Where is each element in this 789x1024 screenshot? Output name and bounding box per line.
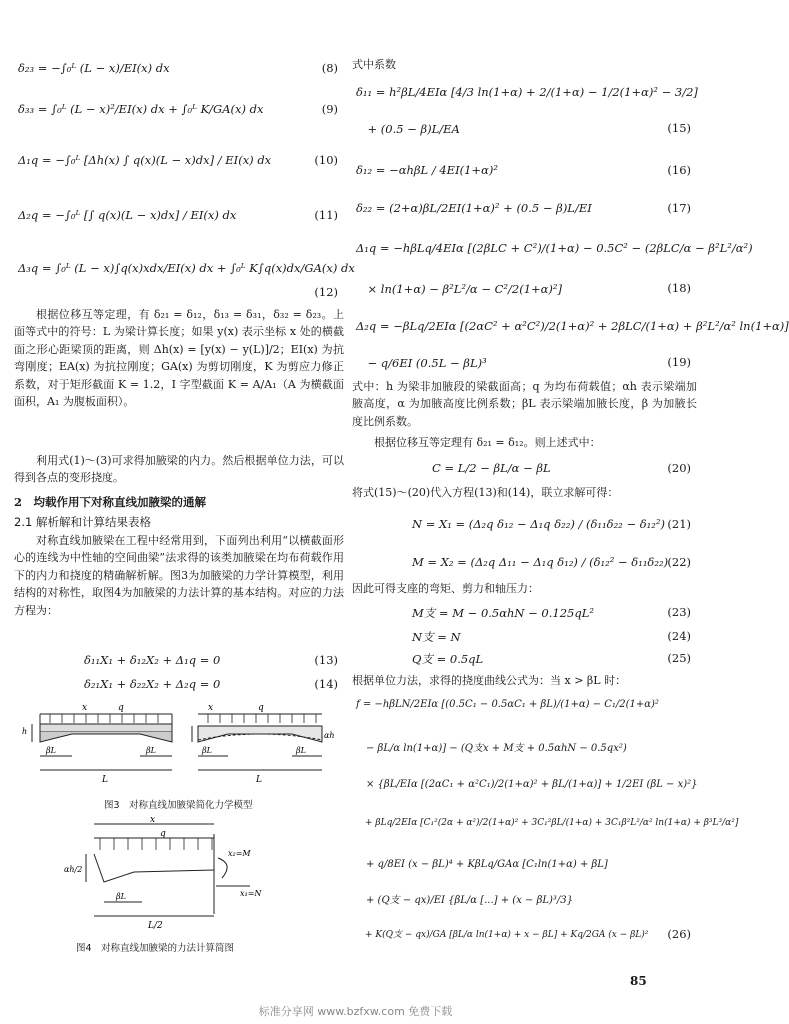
deflection-line-3: × {βL/EIα [(2αC₁ + α²C₁)/2(1+α)² + βL/(1+α)] + 1/2EI (βL − x)²} [356, 779, 698, 790]
fig3-right-label-ah: αh [324, 731, 335, 740]
paragraph-deflection: 根据单位力法，求得的挠度曲线公式为：当 x > βL 时： [352, 674, 627, 687]
fig3-label-L: L [102, 775, 108, 785]
equation-20: C = L/2 − βL/α − βL (20) [432, 461, 691, 475]
figure-3 [22, 700, 342, 790]
fig3-right-label-bl-left: βL [202, 746, 212, 755]
deflection-line-2: − βL/α ln(1+α)] − (Q支x + M支 + 0.5αhN − 0.5qx²) [356, 743, 627, 754]
fig4-label-bl: βL [116, 892, 126, 901]
equation-13: δ₁₁X₁ + δ₁₂X₂ + Δ₁q = 0 (13) [84, 653, 338, 667]
equation-10: Δ₁q = −∫₀ᴸ [Δh(x) ∫ q(x)(L − x)dx] / EI(x) dx (10) [18, 153, 338, 167]
equation-22: M = X₂ = (Δ₂q Δ₁₁ − Δ₁q δ₁₂) / (δ₁₂² − δ₁₁δ₂₂) (22) [412, 555, 691, 569]
fig3-right-label-x: x [208, 703, 214, 713]
equation-15: + (0.5 − β)L/EA (15) [356, 121, 691, 136]
deflection-line-5: + q/8EI (x − βL)⁴ + KβLq/GAα [C₁ln(1+α) + βL] [356, 859, 608, 870]
paragraph-symbols: 根据位移互等定理，有 δ₂₁ = δ₁₂，δ₁₃ = δ₃₁，δ₃₂ = δ₂₃。上面等式中的符号：L 为梁计算长度；如果 y(x) 表示坐标 x 处的横截面之形心距梁顶的距离，则 Δh(x) = [y(x) − y(L)]/2；EI(x) 为抗弯刚度；EA(x) 为抗拉刚度；GA(x) 为剪切刚度，K 为剪应力修正系数，对于矩形截面 K = 1.2，I 字型截面 K = A/A₁（A 为横截面面积，A₁ 为腹板面积）。 [14, 308, 344, 409]
figure-3-caption: 图3 对称直线加腋梁简化力学模型 [104, 800, 253, 811]
subsection-title: 2.1 解析解和计算结果表格 [14, 515, 151, 529]
fig4-label-x2: x₂=M [228, 849, 251, 858]
figure-4-caption: 图4 对称直线加腋梁的力法计算简图 [76, 943, 235, 954]
fig3-label-q: q [118, 703, 124, 713]
equation-18: × ln(1+α) − β²L²/α − C²/2(1+α)²] (18) [356, 281, 691, 296]
equation-16: δ₁₂ = −αhβL / 4EI(1+α)² (16) [356, 163, 691, 177]
section-title: 2 均载作用下对称直线加腋梁的通解 [14, 495, 206, 509]
equation-8: δ₂₃ = −∫₀ᴸ (L − x)/EI(x) dx (8) [18, 61, 338, 75]
equation-23: M支 = M − 0.5αhN − 0.125qL² (23) [412, 605, 691, 620]
figure-4 [64, 814, 294, 934]
paragraph-notation: 式中：h 为梁非加腋段的梁截面高；q 为均布荷载值；αh 表示梁端加腋高度，α 为加腋高度比例系数；βL 表示梁端加腋长度，β 为加腋长度比例系数。 [352, 380, 697, 428]
fig3-label-h: h [22, 727, 28, 736]
equation-25: Q支 = 0.5qL (25) [412, 651, 691, 666]
equation-15a: δ₁₁ = h²βL/4EIα [4/3 ln(1+α) + 2/(1+α) − 1/2(1+α)² − 3/2] [356, 85, 698, 99]
equation-12: Δ₃q = ∫₀ᴸ (L − x)∫q(x)xdx/EI(x) dx + ∫₀ᴸ K∫q(x)dx/GA(x) dx [18, 261, 355, 275]
paragraph-reciprocity: 根据位移互等定理有 δ₂₁ = δ₁₂。则上述式中： [374, 436, 601, 449]
fig4-label-x: x [150, 815, 156, 825]
fig3-label-bl-left: βL [46, 746, 56, 755]
fig4-label-L2: L/2 [148, 921, 163, 931]
paragraph-substitute: 将式(15)～(20)代入方程(13)和(14)，联立求解可得： [352, 486, 619, 499]
footer-watermark: 标准分享网 www.bzfxw.com 免费下载 [258, 1005, 453, 1018]
fig3-right-label-q: q [258, 703, 264, 713]
fig3-right-label-bl-right: βL [296, 746, 306, 755]
coefficients-intro: 式中系数 [352, 58, 396, 71]
fig3-label-x: x [82, 703, 88, 713]
page-number: 85 [630, 974, 647, 988]
paragraph-support: 因此可得支座的弯矩、剪力和轴压力： [352, 582, 539, 595]
fig3-right-label-L: L [256, 775, 262, 785]
equation-17: δ₂₂ = (2+α)βL/2EI(1+α)² + (0.5 − β)L/EI (17) [356, 201, 691, 215]
equation-12-number: (12) [314, 285, 338, 299]
equation-19: − q/6EI (0.5L − βL)³ (19) [356, 355, 691, 370]
equation-11: Δ₂q = −∫₀ᴸ [∫ q(x)(L − x)dx] / EI(x) dx (11) [18, 208, 338, 222]
deflection-line-1: f = −hβLN/2EIα [(0.5C₁ − 0.5αC₁ + βL)/(1+α) − C₁/2(1+α)² [356, 699, 659, 710]
equation-24: N支 = N (24) [412, 629, 691, 644]
fig4-label-q: q [160, 829, 166, 839]
fig4-label-x1: x₁=N [240, 889, 262, 898]
deflection-line-4: + βLq/2EIα [C₁²(2α + α²)/2(1+α)² + 3C₁²βL/(1+α) + 3C₁β²L²/α² ln(1+α) + β³L³/α²] [356, 818, 739, 828]
equation-18a: Δ₁q = −hβLq/4EIα [(2βLC + C²)/(1+α) − 0.5C² − (2βLC/α − β²L²/α²) [356, 241, 753, 255]
equation-9: δ₃₃ = ∫₀ᴸ (L − x)²/EI(x) dx + ∫₀ᴸ K/GA(x) dx (9) [18, 102, 338, 116]
deflection-line-6: + (Q支 − qx)/EI {βL/α [...] + (x − βL)³/3} [356, 895, 573, 906]
paragraph-method: 对称直线加腋梁在工程中经常用到，下面列出利用“以横截面形心的连线为中性轴的空间曲梁”法求得的该类加腋梁在均布荷载作用下的内力和挠度的精确解析解。图3为加腋梁的力学计算模型，利用结构的对称性，取图4为加腋梁的力法计算的基本结构。对应的力法方程为： [14, 534, 344, 617]
deflection-line-7: + K(Q支 − qx)/GA [βL/α ln(1+α) + x − βL] + Kq/2GA (x − βL)² (26) [356, 927, 691, 941]
fig3-label-bl-right: βL [146, 746, 156, 755]
equation-14: δ₂₁X₁ + δ₂₂X₂ + Δ₂q = 0 (14) [84, 677, 338, 691]
fig4-label-ah2: αh/2 [64, 865, 83, 874]
figure-4-diagram [64, 814, 294, 934]
equation-21: N = X₁ = (Δ₂q δ₁₂ − Δ₁q δ₂₂) / (δ₁₁δ₂₂ − δ₁₂²) (21) [412, 517, 691, 531]
equation-19a: Δ₂q = −βLq/2EIα [(2αC² + α²C²)/2(1+α)² + 2βLC/(1+α) + β²L²/α² ln(1+α)] [356, 319, 789, 333]
paragraph-internal-force: 利用式(1)～(3)可求得加腋梁的内力。然后根据单位力法，可以得到各点的变形挠度。 [14, 454, 344, 485]
figure-3-diagram [22, 700, 342, 790]
